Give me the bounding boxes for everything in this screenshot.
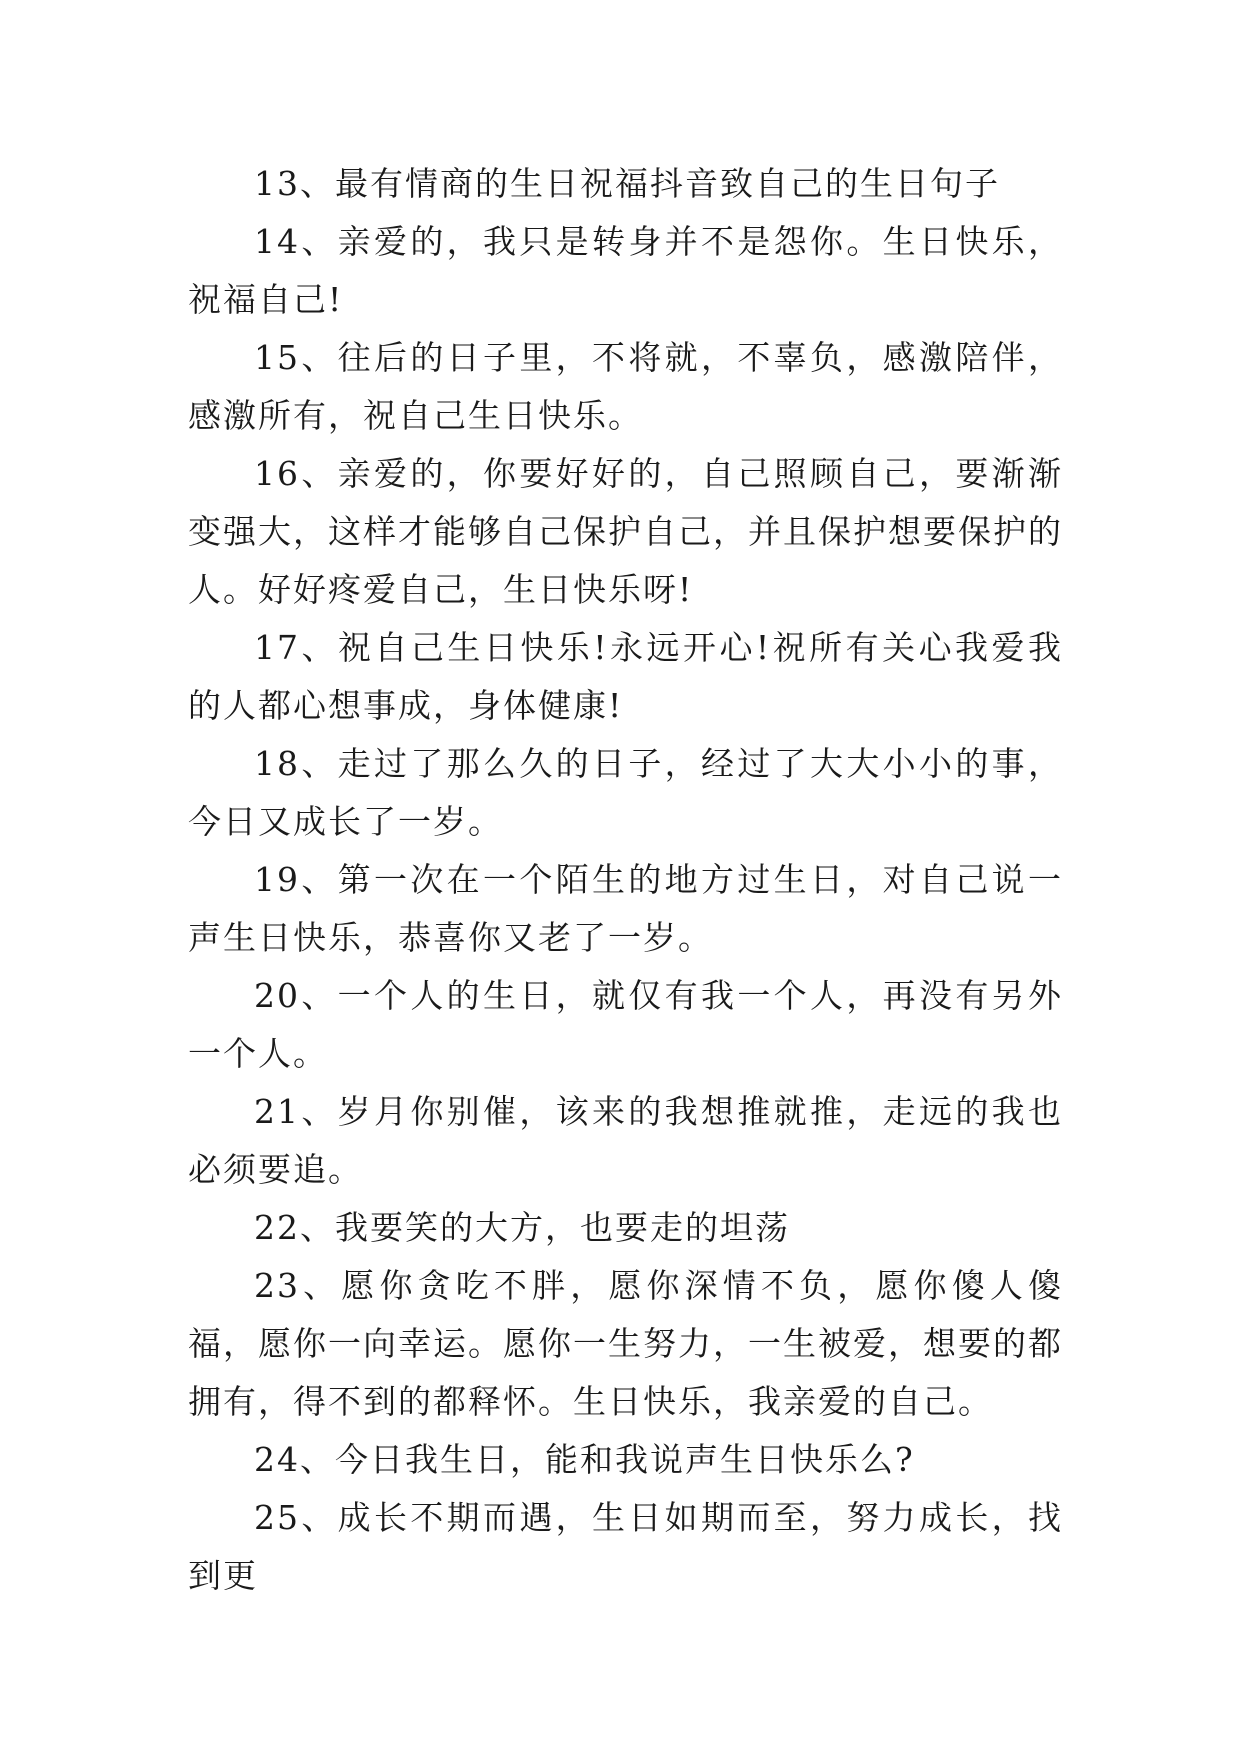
paragraph-14: 14、亲爱的，我只是转身并不是怨你。生日快乐，祝福自己! bbox=[188, 222, 1063, 319]
paragraph-22: 22、我要笑的大方，也要走的坦荡 bbox=[254, 1208, 790, 1247]
paragraph-24: 24、今日我生日，能和我说声生日快乐么? bbox=[254, 1440, 915, 1479]
paragraph-15: 15、往后的日子里，不将就，不辜负，感激陪伴，感激所有，祝自己生日快乐。 bbox=[188, 338, 1063, 435]
paragraph-13: 13、最有情商的生日祝福抖音致自己的生日句子 bbox=[254, 164, 1000, 203]
paragraph-21: 21、岁月你别催，该来的我想推就推，走远的我也必须要追。 bbox=[188, 1092, 1063, 1189]
paragraph-23: 23、愿你贪吃不胖，愿你深情不负，愿你傻人傻福，愿你一向幸运。愿你一生努力，一生被爱，想要的都拥有，得不到的都释怀。生日快乐，我亲爱的自己。 bbox=[188, 1266, 1063, 1421]
paragraph-16: 16、亲爱的，你要好好的，自己照顾自己，要渐渐变强大，这样才能够自己保护自己，并且保护想要保护的人。好好疼爱自己，生日快乐呀! bbox=[188, 454, 1063, 609]
paragraph-19: 19、第一次在一个陌生的地方过生日，对自己说一声生日快乐，恭喜你又老了一岁。 bbox=[188, 860, 1063, 957]
paragraph-18: 18、走过了那么久的日子，经过了大大小小的事，今日又成长了一岁。 bbox=[188, 744, 1063, 841]
paragraph-25: 25、成长不期而遇，生日如期而至，努力成长，找到更 bbox=[188, 1498, 1063, 1595]
document-body bbox=[188, 155, 1063, 1605]
paragraph-17: 17、祝自己生日快乐!永远开心!祝所有关心我爱我的人都心想事成，身体健康! bbox=[188, 628, 1063, 725]
paragraph-20: 20、一个人的生日，就仅有我一个人，再没有另外一个人。 bbox=[188, 976, 1063, 1073]
